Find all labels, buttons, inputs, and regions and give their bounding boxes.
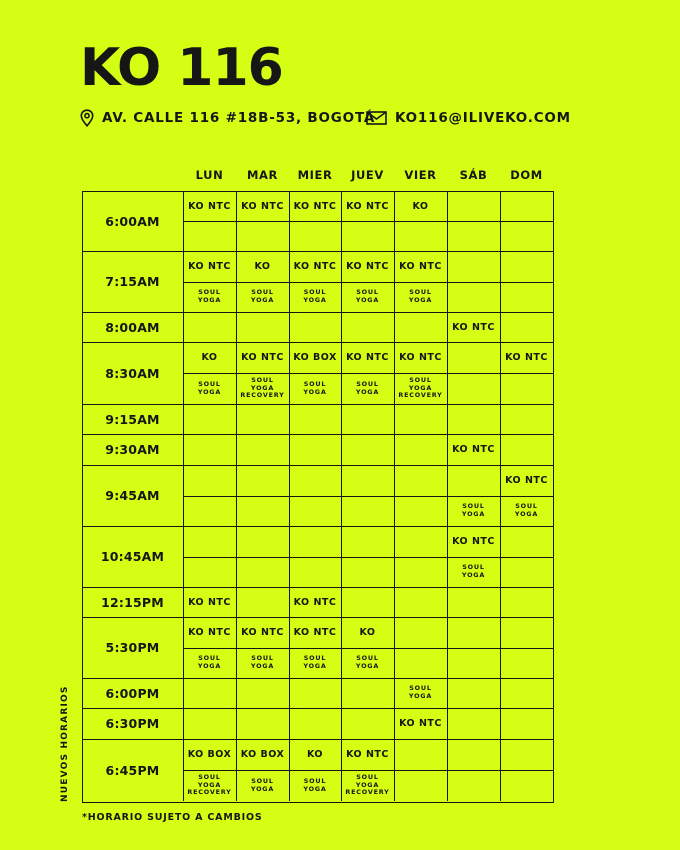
time-slot-label: 10:45AM [100, 549, 165, 564]
class-cell[interactable]: KO NTC [241, 626, 284, 638]
class-cell[interactable]: KO BOX [240, 749, 285, 760]
class-cell[interactable]: SOUL YOGA [250, 288, 275, 304]
class-cell[interactable]: SOUL YOGA RECOVERY [187, 773, 232, 797]
time-slot-label: 5:30PM [105, 640, 160, 655]
day-header-2: MIER [297, 168, 333, 182]
class-cell[interactable]: KO NTC [241, 352, 284, 363]
day-header-1: MAR [247, 168, 278, 182]
class-cell[interactable]: KO NTC [293, 626, 337, 638]
class-cell[interactable]: KO [254, 260, 271, 272]
class-cell[interactable]: KO NTC [346, 749, 389, 760]
class-cell[interactable]: SOUL YOGA [303, 776, 327, 793]
class-cell[interactable]: SOUL YOGA RECOVERY [240, 376, 285, 400]
class-cell[interactable]: KO NTC [293, 596, 337, 608]
map-pin-icon [80, 109, 94, 127]
address-text: AV. CALLE 116 #18B-53, BOGOTÁ [102, 110, 376, 126]
time-slot-label: 6:00PM [105, 685, 160, 701]
class-cell[interactable]: SOUL YOGA [514, 502, 539, 518]
time-slot-label: 9:30AM [105, 442, 160, 457]
class-cell[interactable]: KO NTC [452, 444, 495, 455]
class-cell[interactable]: SOUL YOGA [197, 654, 222, 670]
class-cell[interactable]: SOUL YOGA [408, 288, 433, 304]
class-cell[interactable]: KO NTC [346, 200, 389, 212]
class-cell[interactable]: KO NTC [452, 535, 495, 547]
class-cell[interactable]: SOUL YOGA [355, 288, 380, 304]
class-cell[interactable]: SOUL YOGA [250, 654, 275, 670]
class-cell[interactable]: KO NTC [188, 596, 231, 608]
class-cell[interactable]: KO NTC [188, 626, 231, 638]
day-header-5: SÁB [459, 168, 488, 182]
class-cell[interactable]: KO [359, 626, 376, 638]
side-label: NUEVOS HORARIOS [60, 685, 70, 802]
class-cell[interactable]: SOUL YOGA [197, 379, 222, 396]
email-line [366, 108, 571, 128]
class-cell[interactable]: KO NTC [505, 352, 548, 363]
class-cell[interactable]: KO NTC [505, 474, 548, 486]
class-cell[interactable]: SOUL YOGA [303, 288, 327, 304]
time-slot-label: 9:45AM [105, 488, 160, 503]
time-slot-label: 8:00AM [105, 319, 160, 335]
page-title: KO 116 [80, 38, 283, 98]
class-cell[interactable]: SOUL YOGA [461, 563, 486, 579]
class-cell[interactable]: KO BOX [187, 749, 232, 760]
class-cell[interactable]: KO NTC [188, 200, 231, 212]
class-cell[interactable]: KO NTC [188, 260, 231, 272]
class-cell[interactable]: KO NTC [399, 352, 442, 363]
time-slot-label: 12:15PM [101, 594, 164, 610]
class-cell[interactable]: SOUL YOGA [250, 776, 275, 793]
class-cell[interactable]: SOUL YOGA [197, 288, 222, 304]
time-slot-label: 8:30AM [105, 365, 160, 381]
class-cell[interactable]: SOUL YOGA [461, 502, 486, 518]
class-cell[interactable]: KO BOX [293, 352, 337, 363]
envelope-icon [366, 111, 387, 125]
class-cell[interactable]: KO NTC [293, 260, 337, 272]
class-cell[interactable]: SOUL YOGA [303, 654, 327, 670]
day-header-3: JUEV [351, 168, 384, 182]
time-slot-label: 9:15AM [105, 411, 160, 427]
class-cell[interactable]: KO NTC [346, 260, 389, 272]
class-cell[interactable]: KO NTC [241, 200, 284, 212]
day-header-6: DOM [510, 168, 543, 182]
class-cell[interactable]: SOUL YOGA [408, 684, 433, 700]
time-slot-label: 7:15AM [105, 274, 160, 289]
class-cell[interactable]: KO NTC [399, 718, 442, 729]
class-cell[interactable]: SOUL YOGA RECOVERY [398, 376, 443, 400]
class-cell[interactable]: KO NTC [293, 200, 337, 212]
address-line [80, 108, 375, 128]
class-cell[interactable]: KO [412, 200, 429, 212]
class-cell[interactable]: SOUL YOGA [355, 654, 380, 670]
class-cell[interactable]: KO [201, 352, 218, 363]
class-cell[interactable]: SOUL YOGA [355, 379, 380, 396]
class-cell[interactable]: SOUL YOGA RECOVERY [345, 773, 390, 797]
time-slot-label: 6:45PM [105, 762, 160, 778]
footnote: *HORARIO SUJETO A CAMBIOS [82, 812, 263, 823]
sub-row-line [183, 221, 553, 222]
class-cell[interactable]: KO NTC [399, 260, 442, 272]
day-header-0: LUN [195, 168, 224, 182]
class-cell[interactable]: KO [306, 749, 323, 760]
day-header-4: VIER [404, 168, 437, 182]
class-cell[interactable]: KO NTC [452, 321, 495, 333]
time-slot-label: 6:00AM [105, 213, 160, 229]
class-cell[interactable]: KO NTC [346, 352, 389, 363]
time-slot-label: 6:30PM [105, 716, 160, 731]
class-cell[interactable]: SOUL YOGA [303, 379, 327, 396]
email-link[interactable]: KO116@ILIVEKO.COM [395, 110, 571, 126]
